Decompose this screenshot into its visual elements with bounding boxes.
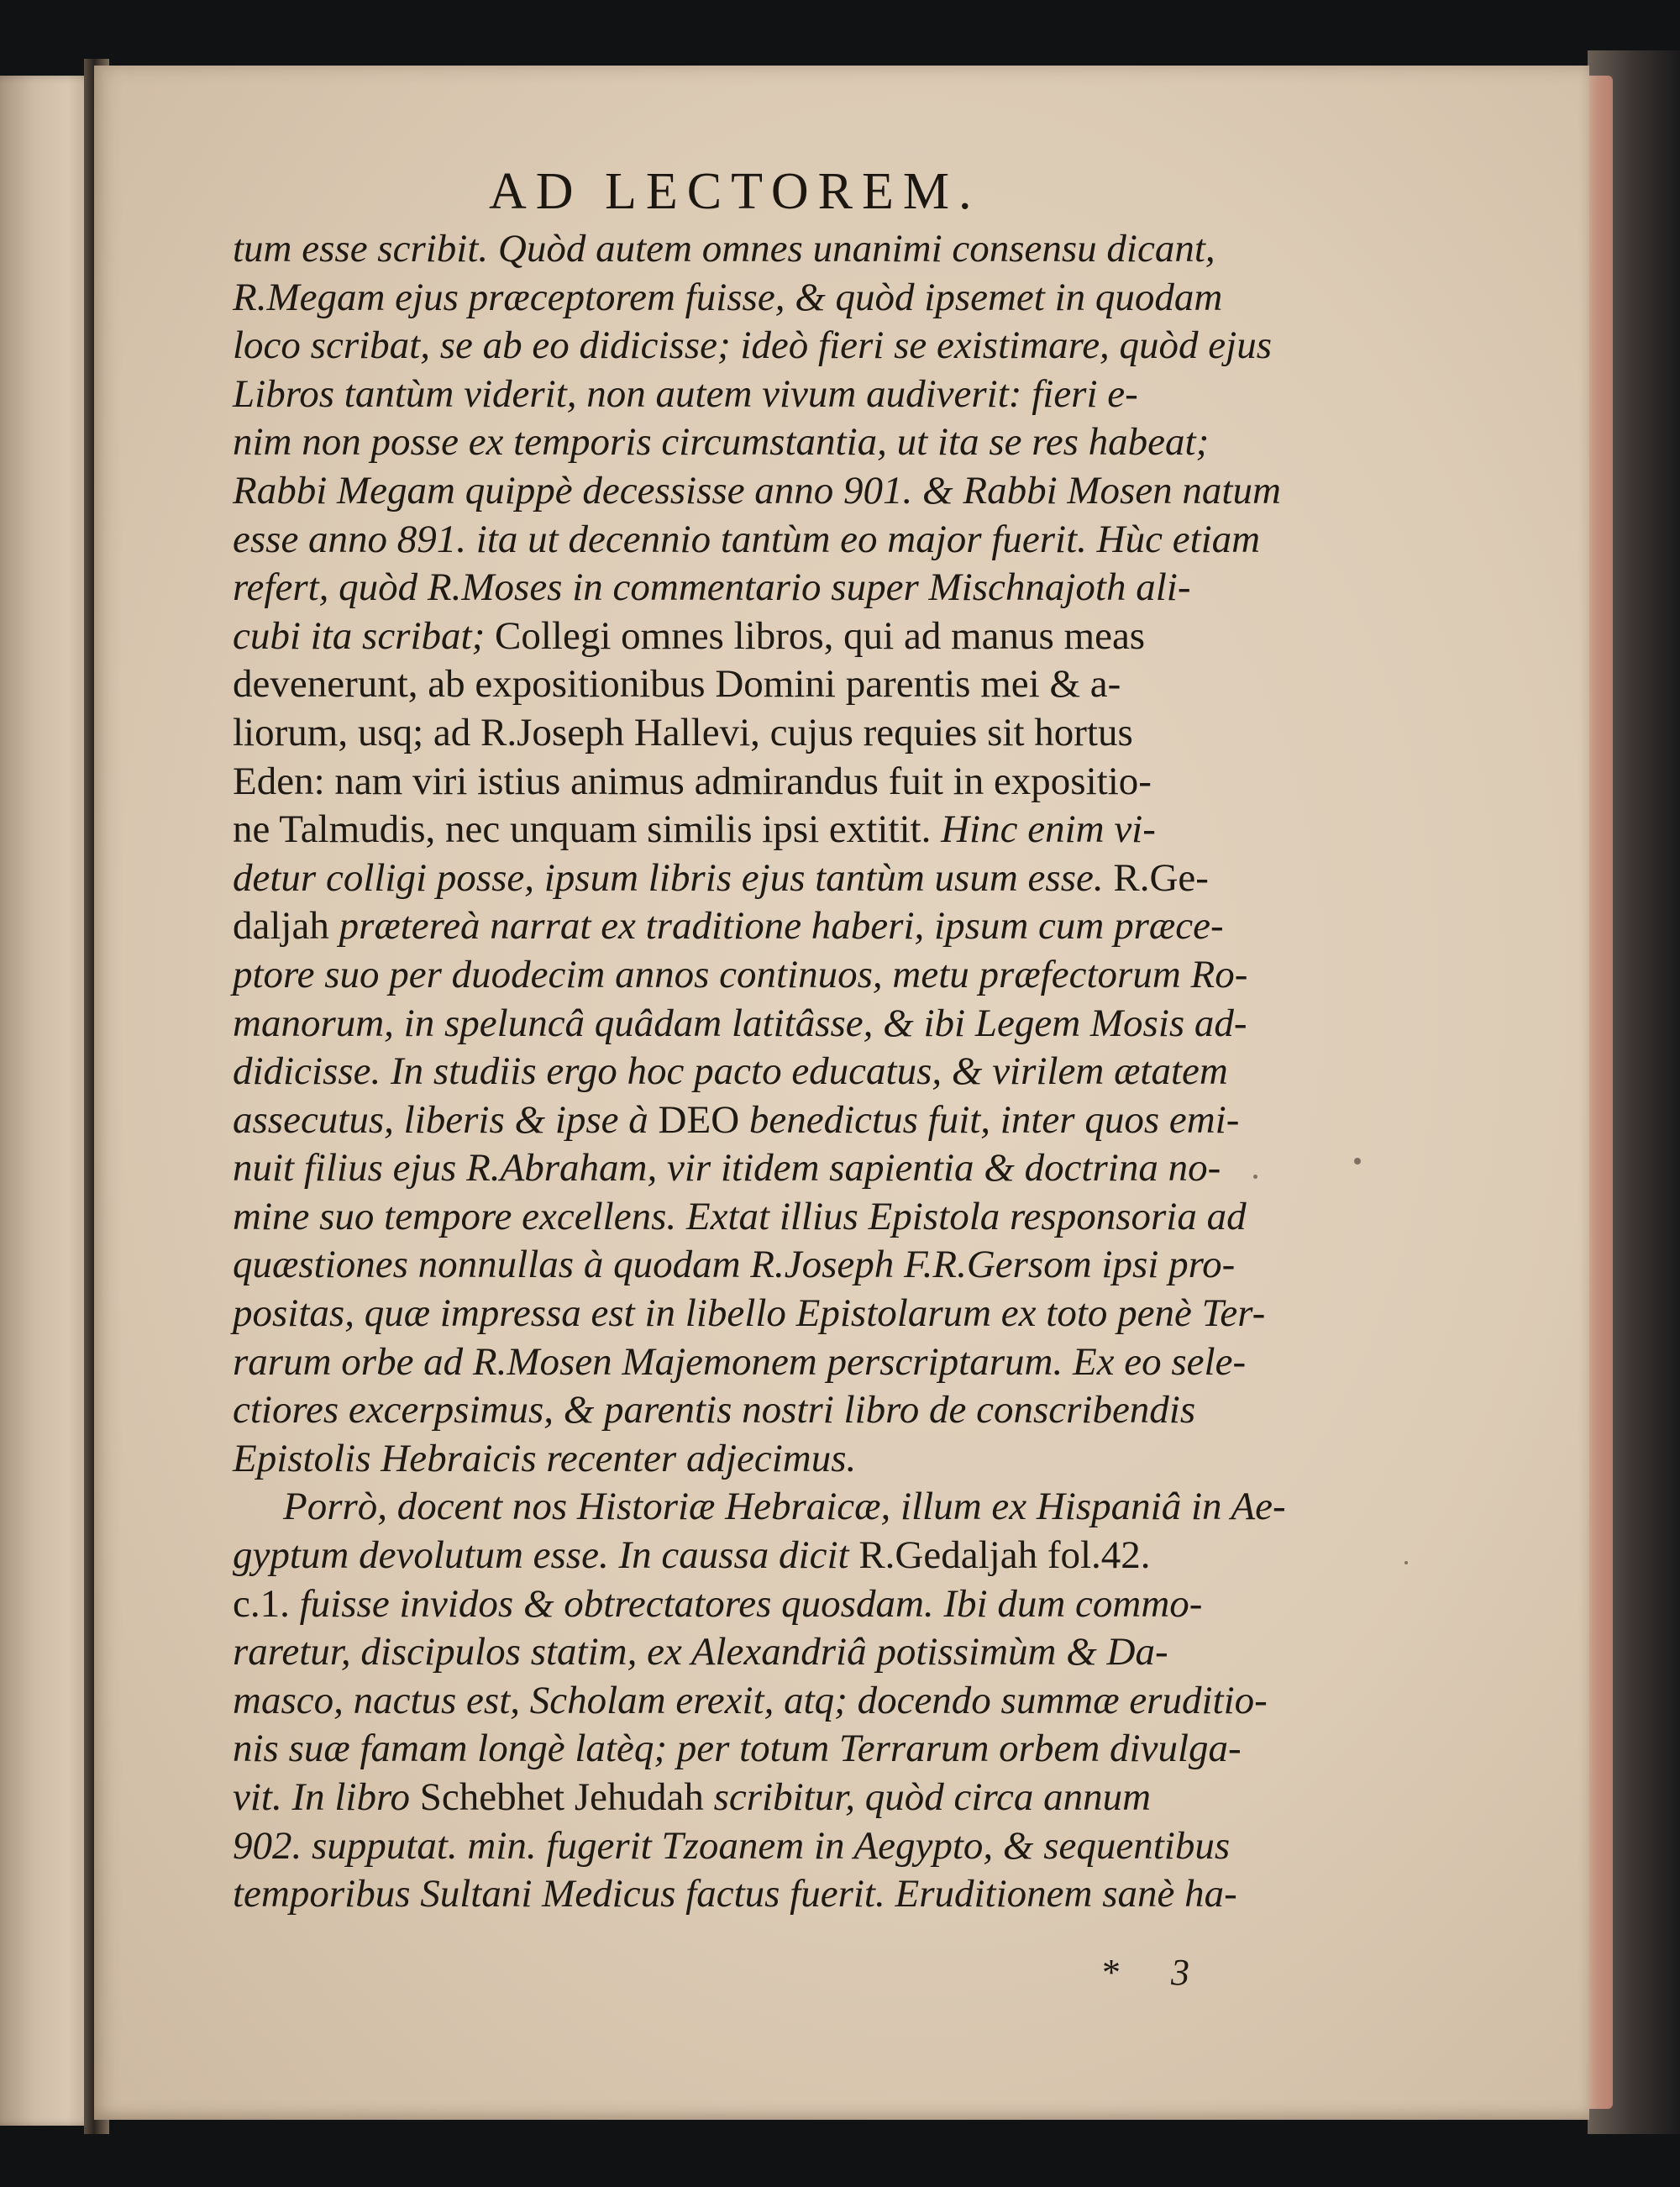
text-line [233, 1822, 1375, 1871]
italic-text: prætereà narrat ex traditione haberi, ipsum cum præce- [339, 904, 1224, 949]
italic-text: raretur, discipulos statim, ex Alexandriâ potissimùm & Da- [233, 1630, 1168, 1674]
roman-text: daljah [233, 904, 339, 949]
text-line [233, 467, 1375, 516]
text-line [233, 951, 1375, 1000]
text-line [233, 1096, 1375, 1145]
italic-text: Rabbi Megam quippè decessisse anno 901. & Rabbi Mosen natum [233, 468, 1281, 513]
italic-text: Libros tantùm viderit, non autem vivum audiverit: fieri e- [233, 371, 1138, 416]
text-line [233, 1532, 1375, 1580]
text-line [233, 371, 1375, 419]
italic-text: ctiores excerpsimus, & parentis nostri libro de conscribendis [233, 1388, 1196, 1433]
ink-speck [1253, 1175, 1257, 1179]
italic-text: fuisse invidos & obtrectatores quosdam. Ibi dum commo- [299, 1581, 1203, 1626]
italic-text: nuit filius ejus R.Abraham, vir itidem sapientia & doctrina no- [233, 1146, 1221, 1191]
italic-text: Hinc enim vi- [941, 807, 1156, 852]
text-line [233, 660, 1375, 709]
text-line [233, 1677, 1375, 1726]
italic-text: esse anno 891. ita ut decennio tantùm eo major fuerit. Hùc etiam [233, 517, 1261, 561]
text-line [233, 1870, 1375, 1919]
text-line [233, 1435, 1375, 1484]
text-line [233, 806, 1375, 854]
running-head: AD LECTOREM. [489, 163, 981, 220]
italic-text: refert, quòd R.Moses in commentario super Mischnajoth ali- [233, 565, 1191, 610]
text-line [233, 1774, 1375, 1822]
book-page [94, 66, 1589, 2120]
roman-text: liorum, usq; ad R.Joseph Hallevi, cujus requies sit hortus [233, 710, 1133, 754]
text-line [233, 1000, 1375, 1049]
roman-text: Collegi omnes libros, qui ad manus meas [495, 613, 1146, 658]
text-line [233, 1048, 1375, 1096]
roman-text: DEO [658, 1097, 740, 1142]
italic-text: assecutus, liberis & ipse à [233, 1097, 659, 1142]
italic-text: temporibus Sultani Medicus factus fuerit. Eruditionem sanè ha- [233, 1872, 1237, 1916]
roman-text: devenerunt, ab expositionibus Domini parentis mei & a- [233, 662, 1121, 707]
italic-text: Porrò, docent nos Historiæ Hebraicæ, illum ex Hispaniâ in Ae- [283, 1485, 1286, 1529]
text-line [233, 1386, 1375, 1435]
text-line [233, 516, 1375, 565]
text-line [233, 612, 1375, 661]
ink-speck [1354, 1158, 1361, 1164]
italic-text: nis suæ famam longè latèq; per totum Terrarum orbem divulga- [233, 1727, 1242, 1771]
text-line [233, 225, 1375, 274]
italic-text: 902. supputat. min. fugerit Tzoanem in Aegypto, & sequentibus [233, 1823, 1231, 1868]
text-line [233, 1338, 1375, 1387]
ink-speck [1404, 1561, 1408, 1564]
text-line [233, 418, 1375, 467]
roman-text: R.Gedaljah fol.42. [858, 1533, 1151, 1578]
italic-text: nim non posse ex temporis circumstantia, ut ita se res habeat; [233, 420, 1210, 465]
italic-text: loco scribat, se ab eo didicisse; ideò fieri se existimare, quòd ejus [233, 323, 1273, 368]
text-line [233, 1241, 1375, 1290]
italic-text: Epistolis Hebraicis recenter adjecimus. [233, 1436, 857, 1480]
facing-page-edge [0, 76, 97, 2126]
signature-mark [1102, 1948, 1203, 1998]
italic-text: masco, nactus est, Scholam erexit, atq; docendo summæ eruditio- [233, 1678, 1268, 1722]
italic-text: scribitur, quòd circa annum [713, 1775, 1152, 1819]
text-line [233, 1483, 1375, 1532]
italic-text: tum esse scribit. Quòd autem omnes unanimi consensu dicant, [233, 227, 1215, 271]
italic-text: rarum orbe ad R.Mosen Majemonem perscriptarum. Ex eo sele- [233, 1339, 1247, 1384]
text-line [233, 758, 1375, 807]
roman-text: R.Ge- [1113, 855, 1209, 900]
text-line [233, 854, 1375, 903]
italic-text: ptore suo per duodecim annos continuos, metu præfectorum Ro- [233, 952, 1248, 996]
text-line [233, 1290, 1375, 1338]
roman-text: ne Talmudis, nec unquam similis ipsi extitit. [233, 807, 942, 852]
page-number: 3 [1171, 1952, 1189, 1993]
signature-asterisk: * [1102, 1952, 1121, 1993]
italic-text: positas, quæ impressa est in libello Epistolarum ex toto penè Ter- [233, 1291, 1266, 1336]
roman-text: Schebhet Jehudah [419, 1775, 714, 1819]
italic-text: didicisse. In studiis ergo hoc pacto educatus, & virilem ætatem [233, 1049, 1228, 1094]
italic-text: detur colligi posse, ipsum libris ejus tantùm usum esse. [233, 855, 1114, 900]
roman-text: c.1. [233, 1581, 300, 1626]
text-line [233, 709, 1375, 758]
body-text [233, 225, 1375, 1919]
italic-text: vit. In libro [233, 1775, 420, 1819]
text-line [233, 1580, 1375, 1629]
text-line [233, 902, 1375, 951]
italic-text: R.Megam ejus præceptorem fuisse, & quòd ipsemet in quodam [233, 275, 1223, 319]
text-line [233, 564, 1375, 612]
italic-text: cubi ita scribat; [233, 613, 495, 658]
text-line [233, 1193, 1375, 1242]
text-line [233, 1725, 1375, 1774]
text-line [233, 274, 1375, 323]
italic-text: quæstiones nonnullas à quodam R.Joseph F.R.Gersom ipsi pro- [233, 1243, 1236, 1287]
text-line [233, 1628, 1375, 1677]
italic-text: gyptum devolutum esse. In caussa dicit [233, 1533, 859, 1578]
text-line [233, 322, 1375, 371]
italic-text: benedictus fuit, inter quos emi- [739, 1097, 1240, 1142]
italic-text: mine suo tempore excellens. Extat illius Epistola responsoria ad [233, 1194, 1247, 1238]
italic-text: manorum, in speluncâ quâdam latitâsse, & ibi Legem Mosis ad- [233, 1001, 1247, 1045]
text-line [233, 1144, 1375, 1193]
roman-text: Eden: nam viri istius animus admirandus fuit in expositio- [233, 759, 1152, 803]
